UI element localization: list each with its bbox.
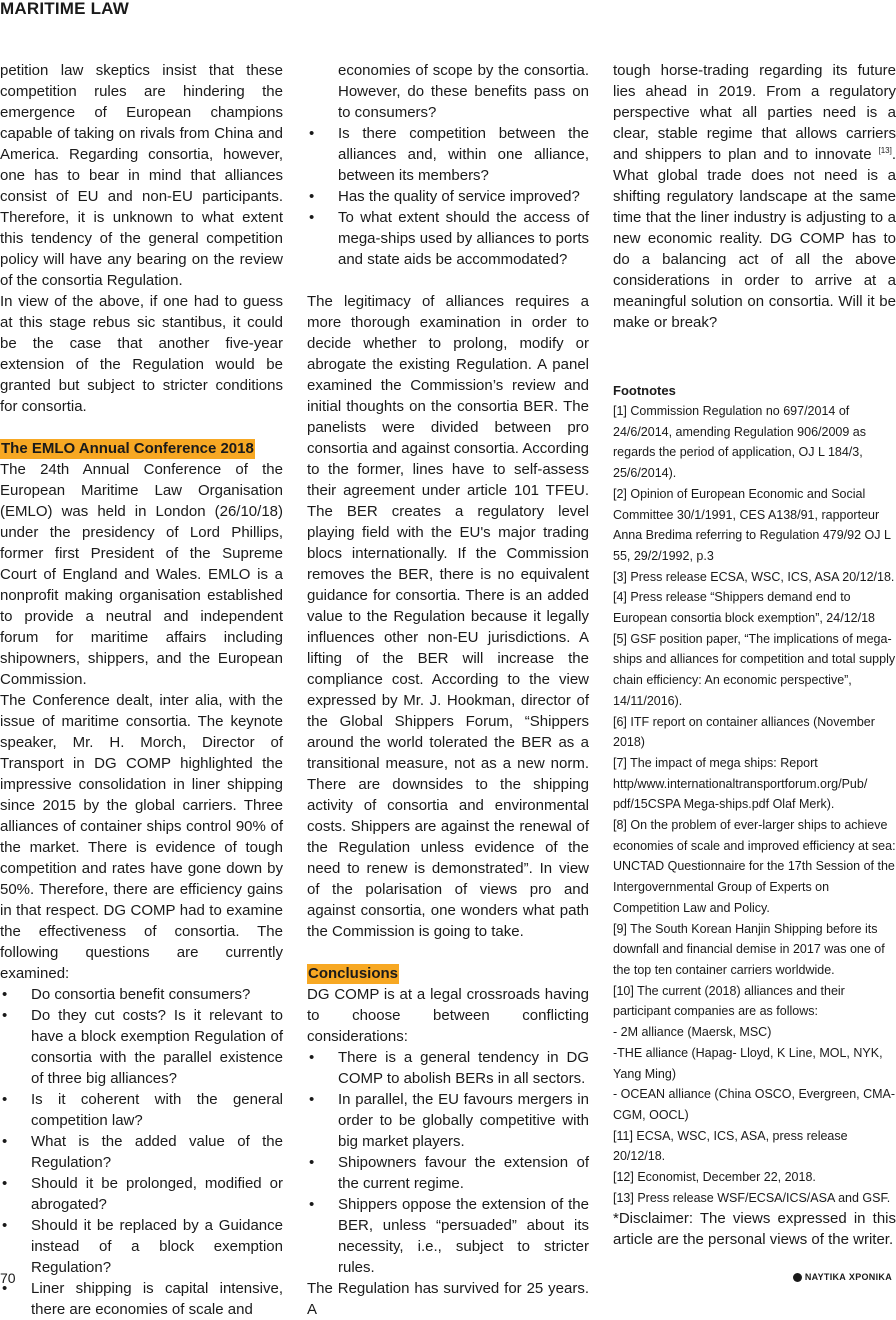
footnote: [9] The South Korean Hanjin Shipping before its downfall and financial demise in 2017 was one of the top ten container carriers worldwide. (613, 921, 885, 977)
page-number: 70 (0, 1270, 16, 1286)
section-header: MARITIME LAW (0, 0, 129, 18)
list-item: • Shippers oppose the extension of the BER, unless “persuaded” about its necessity, i.e., subject to stricter rules. (307, 1194, 589, 1278)
list-item-continued: economies of scope by the consortia. However, do these benefits pass on to consumers? (338, 62, 589, 121)
disclaimer: *Disclaimer: The views expressed in this article are the personal views of the writer. (613, 1210, 896, 1249)
list-item: • Should it be prolonged, modified or abrogated? (0, 1173, 283, 1215)
footnote: [11] ECSA, WSC, ICS, ASA, press release 20/12/18. (613, 1128, 848, 1164)
survived-paragraph: The Regulation has survived for 25 years. A (307, 1280, 589, 1318)
footnote-ref-13[interactable]: [13] (878, 146, 892, 155)
publication-logo-icon (793, 1273, 802, 1282)
column-1 (0, 60, 283, 1320)
footnote: - 2M alliance (Maersk, MSC) (613, 1025, 772, 1040)
conclusions-intro: DG COMP is at a legal crossroads having to choose between conflicting considerations: (307, 986, 589, 1045)
list-item: • Is it coherent with the general competition law? (0, 1089, 283, 1131)
list-item: • Liner shipping is capital intensive, there are economies of scale and (0, 1278, 283, 1320)
footnote: - OCEAN alliance (China OSCO, Evergreen, CMA-CGM, OOCL) (613, 1087, 896, 1122)
footnote: [1] Commission Regulation no 697/2014 of 24/6/2014, amending Regulation 906/2009 as regards the period of application, OJ L 184/3, 25/6/2014). (613, 404, 866, 481)
list-item: • There is a general tendency in DG COMP to abolish BERs in all sectors. (307, 1047, 589, 1089)
questions-list (0, 984, 283, 1320)
emlo-heading: The EMLO Annual Conference 2018 (1, 440, 254, 457)
closing-paragraph: tough horse-trading regarding its future lies ahead in 2019. From a regulatory perspective what all parties need is a clear, stable regime that allows carriers and shippers to plan and to innovate [13]. What global trade does not need is a shifting regulatory landscape at the same time that the liner industry is adjusting to a new economic reality. DG COMP has to do a balancing act of all the above considerations in order to arrive at a meaningful solution on consortia. Will it be make or break? (613, 62, 896, 331)
footnote: [4] Press release “Shippers demand end to European consortia block exemption”, 24/12/18 (613, 590, 875, 626)
footnote: -THE alliance (Hapag- Lloyd, K Line, MOL, NYK, Yang Ming) (613, 1045, 883, 1081)
list-item: • Do consortia benefit consumers? (0, 984, 283, 1005)
conclusions-heading: Conclusions (308, 965, 399, 982)
publication-name: ΝΑΥΤΙΚΑ ΧΡΟΝΙΚΑ (804, 1272, 892, 1282)
list-item: • Has the quality of service improved? (307, 186, 589, 207)
footnote: [6] ITF report on container alliances (November 2018) (613, 714, 875, 750)
list-item: • Is there competition between the alliances and, within one alliance, between its members? (307, 123, 589, 186)
intro-paragraph: petition law skeptics insist that these competition rules are hindering the emergence of European champions capable of taking on rivals from China and America. Regarding consortia, however, one has to bear in mind that alliances consist of EU and non-EU participants. Therefore, it is unknown to what extent this tendency of the general competition policy will have any bearing on the review of the consortia Regulation. (0, 62, 283, 289)
list-item: • To what extent should the access of mega-ships used by alliances to ports and state aids be accommodated? (307, 207, 589, 270)
list-item: • Shipowners favour the extension of the current regime. (307, 1152, 589, 1194)
emlo-paragraph-2: The Conference dealt, inter alia, with the issue of maritime consortia. The keynote speaker, Mr. H. Morch, Director of Transport in DG COMP highlighted the impressive consolidation in liner shipping since 2015 by the global carriers. Three alliances of container ships control 90% of the market. There is evidence of tough competition and rates have gone down by 50%. Therefore, there are efficiency gains in that respect. DG COMP had to examine the effectiveness of consortia. The following questions are currently examined: (0, 692, 283, 982)
footnote: [2] Opinion of European Economic and Social Committee 30/1/1991, CES A138/91, rapporteur Anna Bredima referring to Regulation 479/92 OJ L 55, 29/2/1992, p.3 (613, 486, 891, 563)
footnote: [5] GSF position paper, “The implications of mega-ships and alliances for competition and total supply chain efficiency: An economic perspective”, 14/11/2016). (613, 631, 896, 708)
list-item: • What is the added value of the Regulation? (0, 1131, 283, 1173)
footnote: [7] The impact of mega ships: Report http/www.internationaltransportforum.org/Pub/ pdf/15CSPA Mega-ships.pdf Olaf Merk). (613, 755, 868, 812)
list-item: • Should it be replaced by a Guidance instead of a block exemption Regulation? (0, 1215, 283, 1278)
footnote: [13] Press release WSF/ECSA/ICS/ASA and GSF. (613, 1190, 891, 1205)
list-item: • Do they cut costs? Is it relevant to have a block exemption Regulation of consortia with the parallel existence of three big alliances? (0, 1005, 283, 1089)
guess-paragraph: In view of the above, if one had to guess at this stage rebus sic stantibus, it could be the case that another five-year extension of the Regulation would be granted but subject to stricter conditions for consortia. (0, 293, 283, 415)
column-2 (307, 60, 589, 1320)
emlo-paragraph-1: The 24th Annual Conference of the European Maritime Law Organisation (EMLO) was held in London (26/10/18) under the presidency of Lord Phillips, former first President of the Supreme Court of England and Wales. EMLO is a nonprofit making organisation established to provide a neutral and independent forum for maritime affairs including shipowners, shippers, and the European Commission. (0, 461, 283, 688)
legitimacy-paragraph: The legitimacy of alliances requires a more thorough examination in order to decide whether to prolong, modify or abrogate the existing Regulation. A panel examined the Commission’s review and initial thoughts on the consortia BER. The panelists were divided between pro consortia and against consortia. According to the former, lines have to self-assess their agreement under article 101 TFEU. The BER creates a regulatory level playing field with the EU's major trading blocs internationally. If the Commission removes the BER, there is no equivalent guidance for consortia. There is an added value to the Regulation because it legally influences other non-EU jurisdictions. A lifting of the BER will increase the compliance cost. According to the view expressed by Mr. J. Hookman, director of the Global Shippers Forum, “Shippers around the world tolerated the BER as a transitional measure, not as a new norm. There are downsides to the shipping activity of consortia and environmental costs. Shippers are against the renewal of the Regulation unless evidence of the need to renew is demonstrated”. In view of the polarisation of views pro and against consortia, one wonders what path the Commission is going to take. (307, 293, 589, 940)
column-3 (613, 60, 896, 1250)
footnote: [8] On the problem of ever-larger ships to achieve economies of scale and improved efficiency at sea: UNCTAD Questionnaire for the 17th Session of the Intergovernmental Group of Experts on Competition Law and Policy. (613, 818, 896, 915)
footnote: [3] Press release ECSA, WSC, ICS, ASA 20/12/18. (613, 569, 895, 584)
questions-list-continued (307, 60, 589, 270)
publication-brand (793, 1272, 892, 1282)
footnotes-list (613, 401, 896, 1208)
considerations-list (307, 1047, 589, 1278)
footnotes-heading: Footnotes (613, 383, 676, 398)
list-item: • In parallel, the EU favours mergers in order to be globally competitive with big market players. (307, 1089, 589, 1152)
footnote: [12] Economist, December 22, 2018. (613, 1170, 816, 1185)
footnote: [10] The current (2018) alliances and their participant companies are as follows: (613, 983, 845, 1019)
